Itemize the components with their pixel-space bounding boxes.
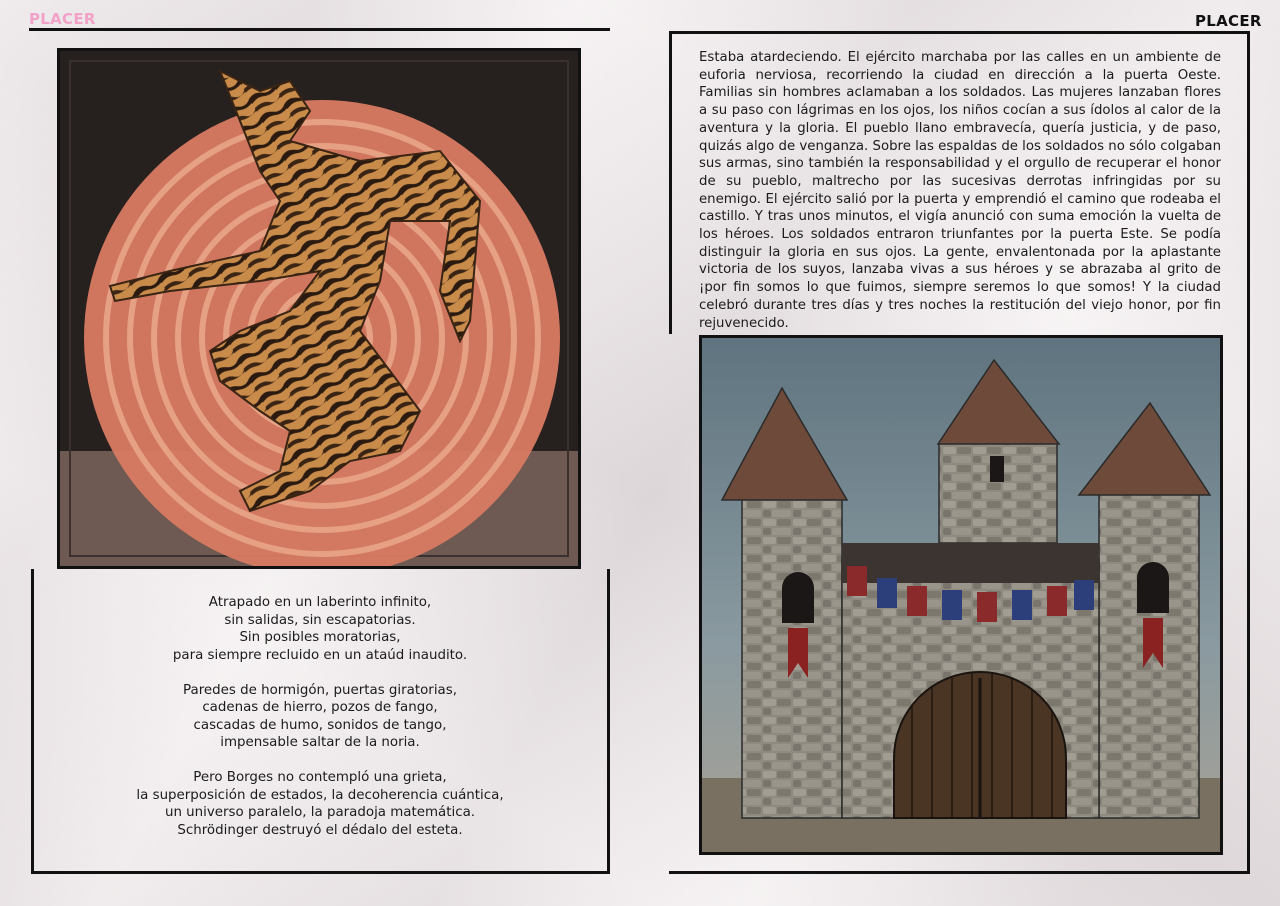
poem-frame-left-border xyxy=(31,569,34,874)
castle-illustration xyxy=(699,335,1223,855)
tiger-figure-labyrinth-illustration xyxy=(60,51,578,566)
bottom-rule-right xyxy=(669,871,1250,874)
poem-frame-bottom-border xyxy=(31,871,610,874)
castle-illustration-art xyxy=(702,338,1220,852)
poem-line: para siempre recluido en un ataúd inaudito. xyxy=(172,647,468,663)
prose-frame-top-border xyxy=(669,31,1250,34)
poem-line: Schrödinger destruyó el dédalo del esteta. xyxy=(177,822,463,838)
poem xyxy=(40,594,600,857)
poem-line: Atrapado en un laberinto infinito, xyxy=(208,595,432,610)
poem-stanza-2 xyxy=(40,682,600,752)
tiger-illustration xyxy=(57,48,581,569)
header-left-title: PLACER xyxy=(29,10,96,28)
prose-frame-right-border xyxy=(1247,31,1250,874)
poem-frame-right-border xyxy=(607,569,610,874)
poem-line: la superposición de estados, la decoherencia cuántica, xyxy=(136,787,504,803)
poem-line: sin salidas, sin escapatorias. xyxy=(224,612,416,628)
poem-line: impensable saltar de la noria. xyxy=(220,735,420,750)
poem-line: Paredes de hormigón, puertas giratorias, xyxy=(183,682,457,698)
poem-line: cadenas de hierro, pozos de fango, xyxy=(202,700,438,715)
poem-line: un universo paralelo, la paradoja matemática. xyxy=(164,805,476,820)
poem-line: Sin posibles moratorias, xyxy=(239,630,401,645)
header-right-title: PLACER xyxy=(1195,12,1262,30)
poem-stanza-1 xyxy=(40,594,600,664)
poem-line: cascadas de humo, sonidos de tango, xyxy=(193,717,447,733)
poem-stanza-3 xyxy=(40,769,600,839)
top-rule-left xyxy=(29,28,610,31)
story-text: Estaba atardeciendo. El ejército marchaba por las calles en un ambiente de euforia nerviosa, recorriendo la ciudad en dirección a la puerta Oeste. Familias sin hombres aclamaban a los soldados. Las mujeres lanzaban flores a su paso con lágrimas en los ojos, los niños cocían a sus ídolos al calor de la aventura y la gloria. El pueblo llano embravecía, quería justicia, y de paso, quizás algo de venganza. Sobre las espaldas de los soldados no sólo colgaban sus armas, sino también la responsabilidad y el orgullo de recuperar el honor de su pueblo, maltrecho por las sucesivas derrotas infringidas por su enemigo. El ejército salió por la puerta y emprendió el camino que rodeaba el castillo. Y tras unos minutos, el vigía anunció con suma emoción la vuelta de los héroes. Los soldados entraron triunfantes por la puerta Este. Se podía distinguir la gloria en sus ojos. La gente, envalentonada por la aplastante victoria de los suyos, lanzaba vivas a sus héroes y se abrazaba al grito de ¡por fin somos lo que fuimos, siempre seremos lo que somos! Y la ciudad celebró durante tres días y tres noches la restitución del viejo honor, por fin rejuvenecido. xyxy=(699,50,1221,331)
prose-frame-left-border xyxy=(669,31,672,334)
poem-line: Pero Borges no contempló una grieta, xyxy=(193,770,447,785)
